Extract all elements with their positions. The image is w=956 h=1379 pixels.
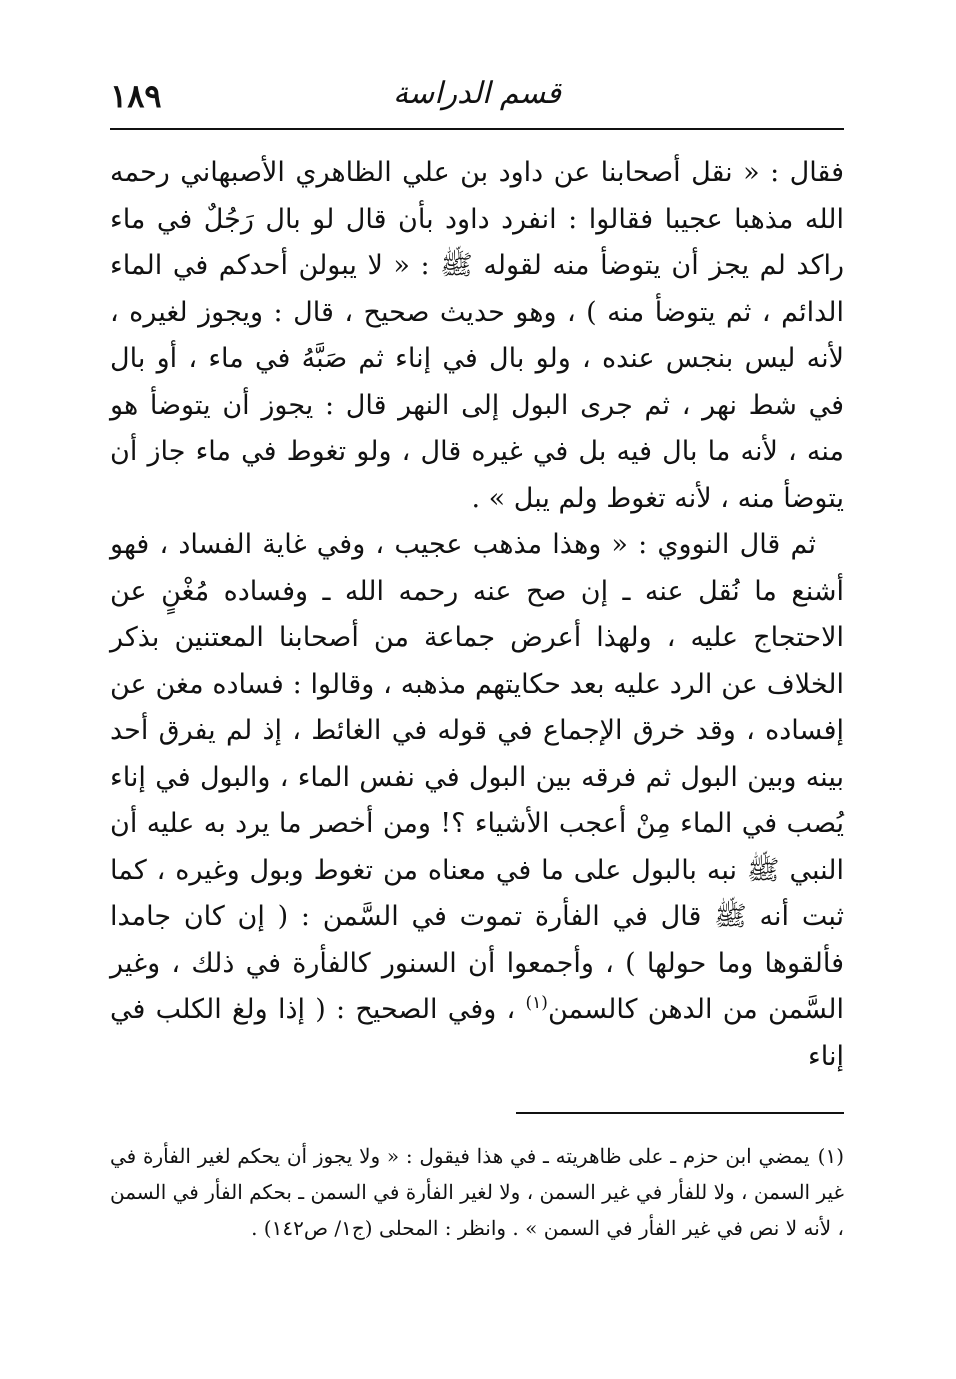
footnote-number: (١): [817, 1144, 844, 1168]
paragraph-text: ، وفي الصحيح : ( إذا ولغ الكلب في إناء: [110, 994, 844, 1072]
page-number: ١٨٩: [110, 77, 162, 115]
paragraph: [110, 522, 844, 1080]
running-title: قسم الدراسة: [393, 76, 561, 111]
footnote-text: يمضي ابن حزم ـ على ظاهريته ـ في هذا فيقول : « ولا يجوز أن يحكم لغير الفأرة في غير السمن ، ولا للفأر في غير السمن ، ولا لغير الفأرة في السمن ـ بحكم الفأر في السمن ، لأنه لا نص في غير الفأر في السمن » . وانظر : المحلى (ج١/ ص١٤٢) .: [110, 1144, 844, 1240]
paragraph-text: ثم قال النووي : « وهذا مذهب عجيب ، وفي غاية الفساد ، فهو أشنع ما نُقل عنه ـ إن صح عنه رحمه الله ـ وفساده مُغْنٍ عن الاحتجاج عليه ، ولهذا أعرض جماعة من أصحابنا المعتنين بذكر الخلاف عن الرد عليه بعد حكايتهم مذهبه ، وقالوا : فساده مغن عن إفساده ، وقد خرق الإجماع في قوله في الغائط ، إذ لم يفرق أحد بينه وبين البول ثم فرقه بين البول في نفس الماء ، والبول في إناء يُصب في الماء مِنْ أعجب الأشياء ؟! ومن أخصر ما يرد به عليه أن النبي ﷺ نبه بالبول على ما في معناه من تغوط وبول وغيره ، كما ثبت أنه ﷺ قال في الفأرة تموت في السَّمن : ( إن كان جامدا فألقوها وما حولها ) ، وأجمعوا أن السنور كالفأرة في ذلك ، وغير السَّمن من الدهن كالسمن: [110, 529, 844, 1025]
paragraph: فقال : « نقل أصحابنا عن داود بن علي الظاهري الأصبهاني رحمه الله مذهبا عجيبا فقالوا : انفرد داود بأن قال لو بال رَجُلٌ في ماء راكد لم يجز أن يتوضأ منه لقوله ﷺ : « لا يبولن أحدكم في الماء الدائم ، ثم يتوضأ منه ) ، وهو حديث صحيح ، قال : ويجوز لغيره ، لأنه ليس بنجس عنده ، ولو بال في إناء ثم صَبَّهُ في ماء ، أو بال في شط نهر ، ثم جرى البول إلى النهر قال : يجوز أن يتوضأ هو منه ، لأنه ما بال فيه بل في غيره قال ، ولو تغوط في ماء جاز أن يتوضأ منه ، لأنه تغوط ولم يبل » .: [110, 157, 844, 514]
page-header: [110, 70, 844, 130]
footnote-separator: [516, 1112, 844, 1114]
footnote: [110, 1138, 844, 1246]
footnote-reference[interactable]: (١): [525, 993, 548, 1013]
footnotes: [110, 1138, 844, 1246]
main-text: [110, 150, 844, 1080]
header-rule: [110, 128, 844, 130]
